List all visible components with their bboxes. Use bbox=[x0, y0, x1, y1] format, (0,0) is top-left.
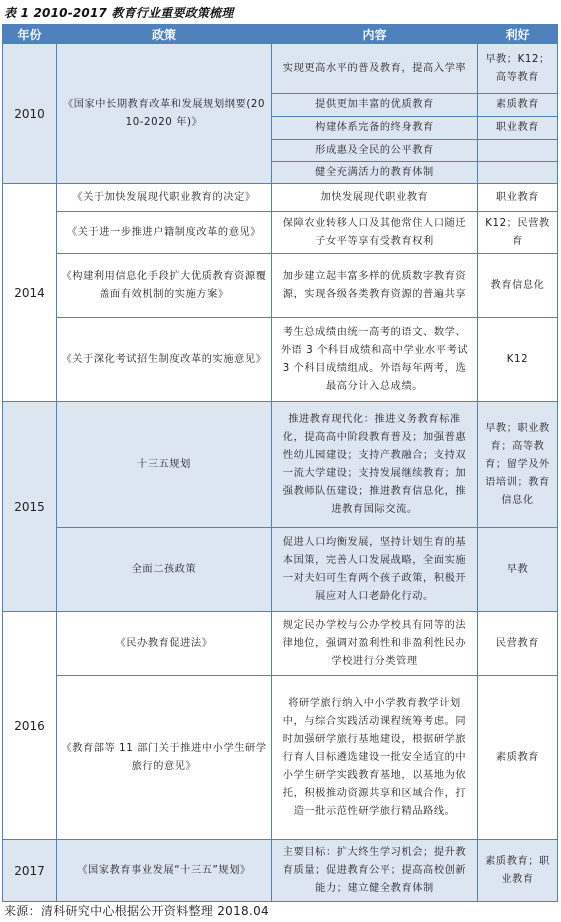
policy-cell: 《国家教育事业发展“十三五”规划》 bbox=[57, 840, 272, 902]
content-cell: 加快发展现代职业教育 bbox=[272, 184, 478, 212]
benefit-cell: 教育信息化 bbox=[478, 254, 558, 318]
policy-cell: 《国家中长期教育改革和发展规划纲要(2010-2020 年)》 bbox=[57, 44, 272, 184]
content-cell: 实现更高水平的普及教育，提高入学率 bbox=[272, 44, 478, 94]
content-cell: 健全充满活力的教育体制 bbox=[272, 162, 478, 184]
year-cell: 2014 bbox=[3, 184, 57, 402]
content-cell: 保障农业转移人口及其他常住人口随迁子女平等享有受教育权利 bbox=[272, 212, 478, 254]
table-row bbox=[3, 318, 558, 402]
policy-cell: 《关于深化考试招生制度改革的实施意见》 bbox=[57, 318, 272, 402]
content-cell: 推进教育现代化：推进义务教育标准化，提高高中阶段教育普及；加强普惠性幼儿园建设；支持产教融合；支持双一流大学建设；支持发展继续教育；加强教师队伍建设；推进教育信息化，推进教育国际交流。 bbox=[272, 402, 478, 528]
table-row bbox=[3, 402, 558, 528]
content-cell: 规定民办学校与公办学校具有同等的法律地位，强调对盈利性和非盈利性民办学校进行分类管理 bbox=[272, 612, 478, 676]
content-cell: 促进人口均衡发展，坚持计划生育的基本国策，完善人口发展战略，全面实施一对夫妇可生育两个孩子政策，积极开展应对人口老龄化行动。 bbox=[272, 528, 478, 612]
benefit-cell bbox=[478, 162, 558, 184]
benefit-cell: 素质教育 bbox=[478, 676, 558, 840]
benefit-cell: 职业教育 bbox=[478, 117, 558, 140]
table-row bbox=[3, 212, 558, 254]
content-cell: 将研学旅行纳入中小学教育教学计划中，与综合实践活动课程统筹考虑。同时加强研学旅行基地建设，根据研学旅行育人目标遴选建设一批安全适宜的中小学生研学实践教育基地，以基地为依托，积极推动资源共享和区域合作，打造一批示范性研学旅行精品路线。 bbox=[272, 676, 478, 840]
table-row bbox=[3, 840, 558, 902]
year-cell: 2015 bbox=[3, 402, 57, 612]
table-row bbox=[3, 184, 558, 212]
policy-cell: 《关于进一步推进户籍制度改革的意见》 bbox=[57, 212, 272, 254]
policy-cell: 全面二孩政策 bbox=[57, 528, 272, 612]
policy-table bbox=[2, 24, 558, 902]
content-cell: 加步建立起丰富多样的优质数字教育资源，实现各级各类教育资源的普遍共享 bbox=[272, 254, 478, 318]
content-cell: 主要目标：扩大终生学习机会；提升教育质量；促进教育公平；提高高校创新能力；建立健全教育体制 bbox=[272, 840, 478, 902]
year-cell: 2010 bbox=[3, 44, 57, 184]
table-row bbox=[3, 528, 558, 612]
table-row bbox=[3, 44, 558, 94]
year-cell: 2016 bbox=[3, 612, 57, 840]
header-year: 年份 bbox=[3, 25, 57, 44]
policy-cell: 《构建利用信息化手段扩大优质教育资源覆盖面有效机制的实施方案》 bbox=[57, 254, 272, 318]
benefit-cell: 民营教育 bbox=[478, 612, 558, 676]
table-row bbox=[3, 254, 558, 318]
content-cell: 考生总成绩由统一高考的语文、数学、外语 3 个科目成绩和高中学业水平考试 3 个科目成绩组成。外语每年两考，选最高分计入总成绩。 bbox=[272, 318, 478, 402]
header-row bbox=[3, 25, 558, 44]
benefit-cell bbox=[478, 140, 558, 162]
policy-cell: 十三五规划 bbox=[57, 402, 272, 528]
benefit-cell: 素质教育；职业教育 bbox=[478, 840, 558, 902]
year-cell: 2017 bbox=[3, 840, 57, 902]
source-note: 来源：清科研究中心根据公开资料整理 2018.04 bbox=[4, 904, 269, 918]
content-cell: 提供更加丰富的优质教育 bbox=[272, 94, 478, 117]
benefit-cell: 早教；K12；高等教育 bbox=[478, 44, 558, 94]
policy-cell: 《关于加快发展现代职业教育的决定》 bbox=[57, 184, 272, 212]
benefit-cell: 早教 bbox=[478, 528, 558, 612]
benefit-cell: K12；民营教育 bbox=[478, 212, 558, 254]
benefit-cell: 早教；职业教育；高等教育；留学及外语培训；教育信息化 bbox=[478, 402, 558, 528]
benefit-cell: 素质教育 bbox=[478, 94, 558, 117]
policy-cell: 《教育部等 11 部门关于推进中小学生研学旅行的意见》 bbox=[57, 676, 272, 840]
header-policy: 政策 bbox=[57, 25, 272, 44]
header-benefit: 利好 bbox=[478, 25, 558, 44]
content-cell: 形成惠及全民的公平教育 bbox=[272, 140, 478, 162]
content-cell: 构建体系完备的终身教育 bbox=[272, 117, 478, 140]
benefit-cell: K12 bbox=[478, 318, 558, 402]
header-content: 内容 bbox=[272, 25, 478, 44]
benefit-cell: 职业教育 bbox=[478, 184, 558, 212]
table-row bbox=[3, 676, 558, 840]
table-title: 表 1 2010-2017 教育行业重要政策梳理 bbox=[4, 6, 234, 20]
table-row bbox=[3, 612, 558, 676]
policy-cell: 《民办教育促进法》 bbox=[57, 612, 272, 676]
